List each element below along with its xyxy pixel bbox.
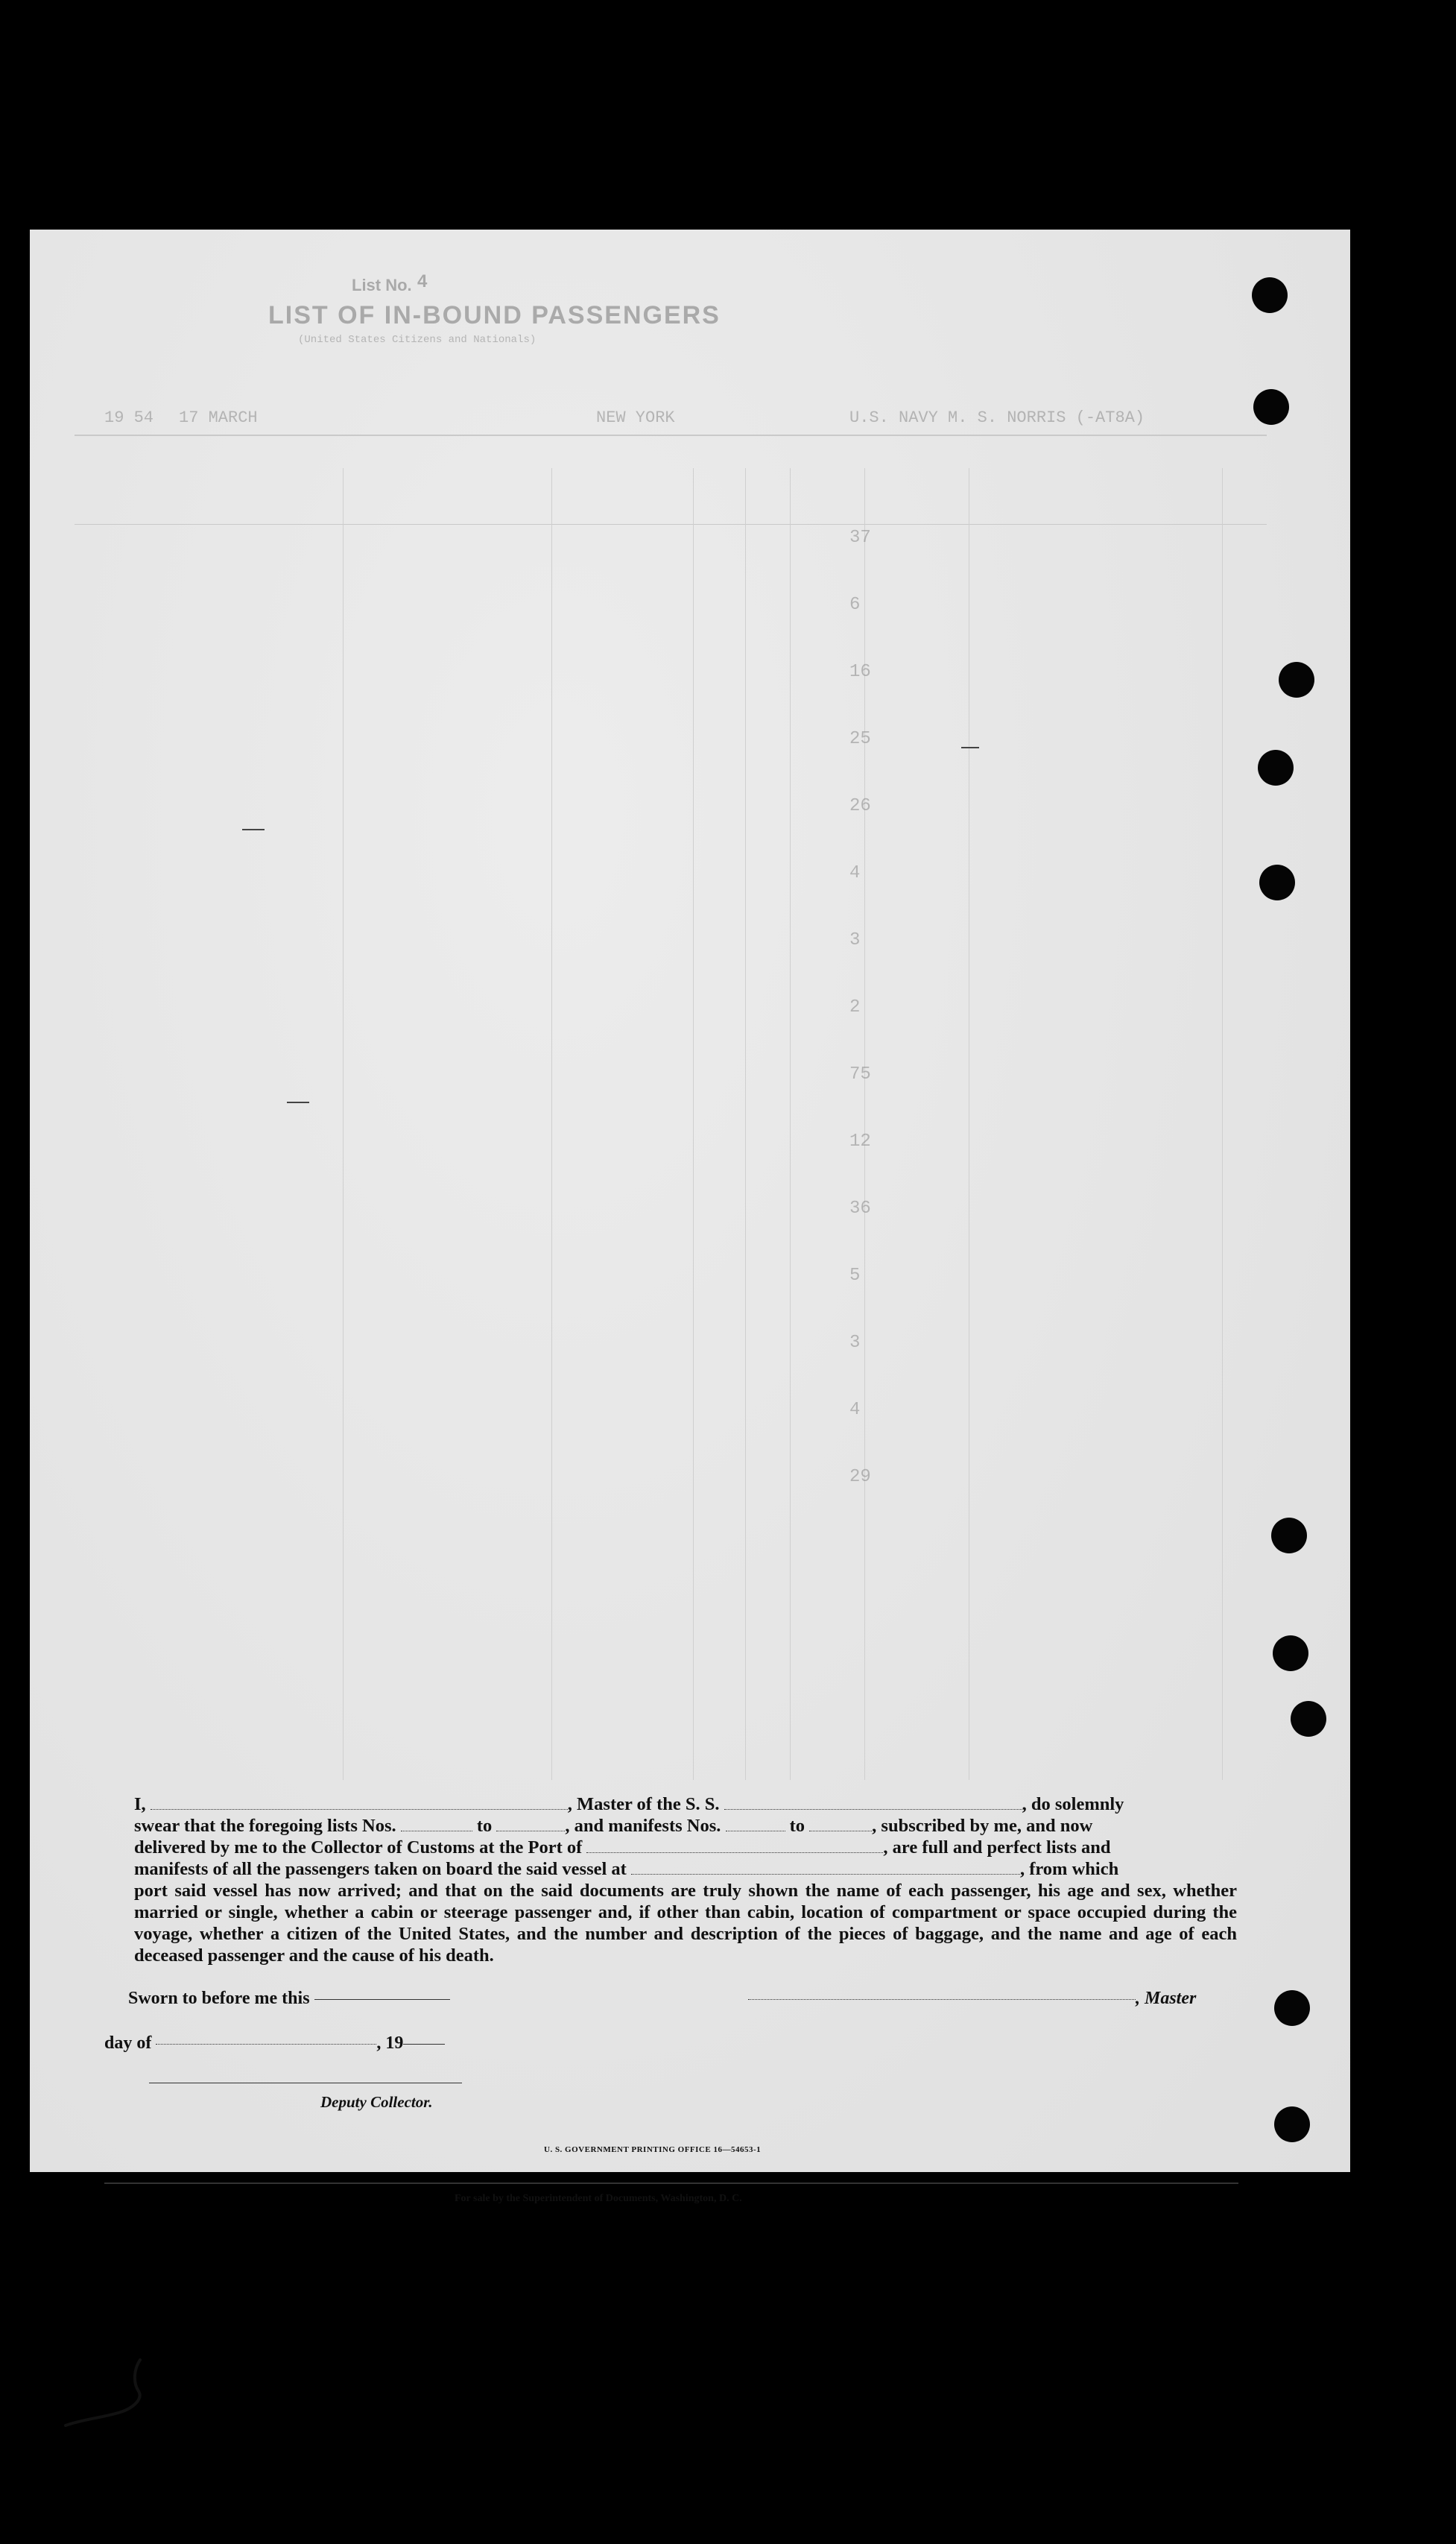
day-of-line: day of , 19 xyxy=(104,2033,445,2054)
column-rule xyxy=(343,468,344,1780)
punch-hole xyxy=(1253,389,1289,425)
punch-hole xyxy=(1259,865,1295,900)
oath-line-3: delivered by me to the Collector of Customs at the Port of , are full and perfect lists and xyxy=(134,1837,1111,1858)
ghost-age-entry: 3 xyxy=(849,1333,861,1353)
from-line: NEW YORK xyxy=(596,408,675,427)
ghost-age-entry: 75 xyxy=(849,1064,871,1085)
ghost-age-entry: 3 xyxy=(849,930,861,950)
ghost-age-entry: 4 xyxy=(849,863,861,883)
master-signature-line: , Master xyxy=(748,1989,1196,2009)
punch-hole xyxy=(1291,1701,1326,1737)
ghost-age-entry: 36 xyxy=(849,1199,871,1219)
sale-note: For sale by the Superintendent of Documents, Washington, D. C. xyxy=(455,2193,742,2204)
pen-mark xyxy=(961,747,979,748)
ghost-age-entry: 2 xyxy=(849,997,861,1017)
column-rule xyxy=(790,468,791,1780)
punch-hole xyxy=(1274,1990,1310,2026)
printing-imprint: U. S. GOVERNMENT PRINTING OFFICE 16—54653-1 xyxy=(544,2145,762,2154)
arrival-year: 19 54 xyxy=(104,408,154,427)
arrival-date: 17 MARCH xyxy=(179,408,258,427)
punch-hole xyxy=(1252,277,1288,313)
oath-line-4: manifests of all the passengers taken on board the said vessel at , from which xyxy=(134,1859,1119,1879)
ghost-age-entry: 29 xyxy=(849,1467,871,1487)
ghost-age-entry: 16 xyxy=(849,662,871,682)
table-top-rule xyxy=(75,435,1267,436)
manifest-subtitle: (United States Citizens and Nationals) xyxy=(298,334,536,346)
list-no-value: 4 xyxy=(417,271,428,291)
column-rule xyxy=(1222,468,1223,1780)
table-header-rule xyxy=(75,524,1267,525)
deputy-collector-label: Deputy Collector. xyxy=(320,2093,433,2111)
ghost-age-entry: 37 xyxy=(849,528,871,548)
manifest-sheet xyxy=(30,230,1350,2204)
punch-hole xyxy=(1258,750,1294,786)
ghost-age-entry: 6 xyxy=(849,595,861,615)
ghost-age-entry: 25 xyxy=(849,729,871,749)
pen-mark xyxy=(242,829,265,830)
ghost-age-entry: 26 xyxy=(849,796,871,816)
pen-mark xyxy=(287,1102,309,1103)
ship-line: U.S. NAVY M. S. NORRIS (-AT8A) xyxy=(849,408,1145,427)
oath-paragraph xyxy=(134,1793,1237,1966)
bottom-rule xyxy=(104,2182,1238,2184)
punch-hole xyxy=(1271,1518,1307,1553)
ghost-age-entry: 4 xyxy=(849,1400,861,1420)
pen-scribble xyxy=(52,2345,164,2427)
oath-body: port said vessel has now arrived; and that on the said documents are truly shown the name of each passenger, his age and sex, whether married or single, whether a cabin or steerage passenger and, if other than cabin, location of compartment or space occupied during the voyage, whether a citizen of the United States, and the number and description of the pieces of baggage, and the name and age of each deceased passenger and the cause of his death. xyxy=(134,1881,1237,1966)
punch-hole xyxy=(1273,1635,1308,1671)
column-rule xyxy=(693,468,694,1780)
punch-hole xyxy=(1274,2106,1310,2142)
oath-line-1: I, , Master of the S. S. , do solemnly xyxy=(134,1794,1124,1814)
column-rule xyxy=(551,468,552,1780)
deputy-signature-rule xyxy=(149,2081,462,2083)
column-rule xyxy=(745,468,746,1780)
manifest-title: LIST OF IN-BOUND PASSENGERS xyxy=(268,301,721,329)
ghost-age-entry: 12 xyxy=(849,1131,871,1152)
list-no-label: List No. xyxy=(352,276,412,294)
punch-hole xyxy=(1279,662,1314,698)
sworn-line: Sworn to before me this xyxy=(128,1989,450,2009)
oath-line-2: swear that the foregoing lists Nos. to , and manifests Nos. to , subscribed by me, and now xyxy=(134,1816,1093,1836)
ghost-age-entry: 5 xyxy=(849,1266,861,1286)
